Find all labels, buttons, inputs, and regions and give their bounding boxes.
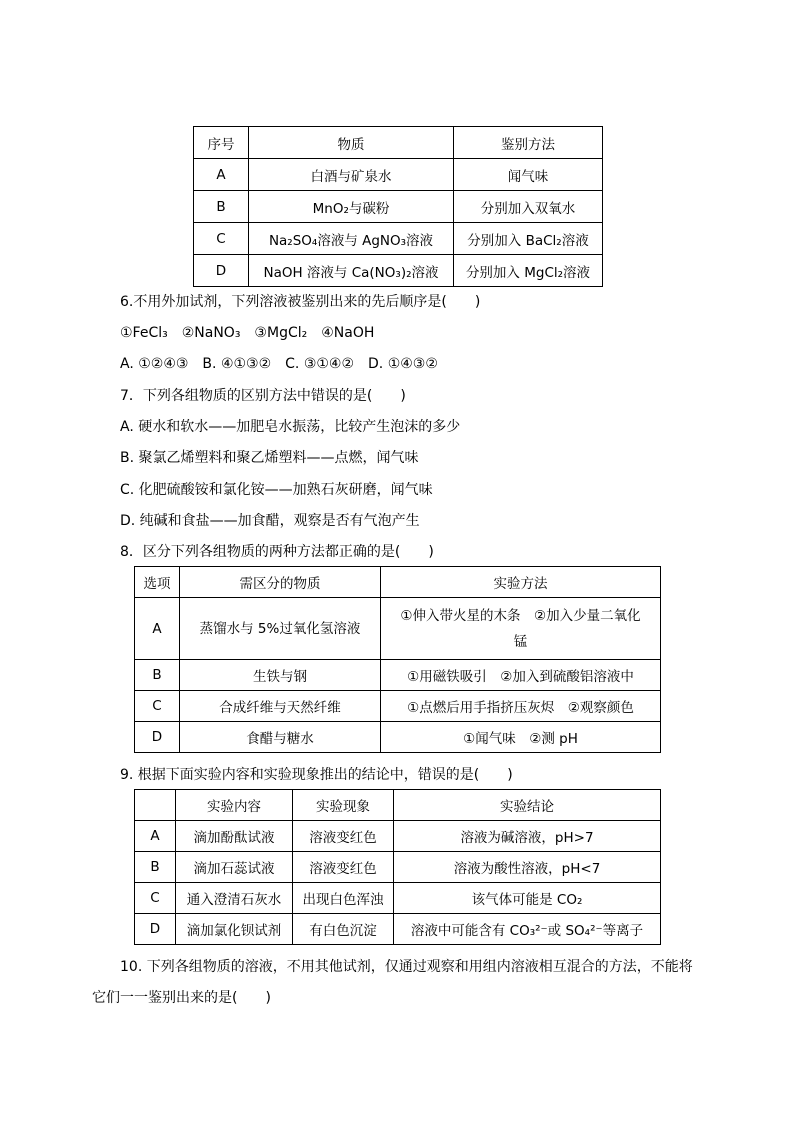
table-cell: 滴加酚酞试液 (176, 821, 293, 852)
table-cell: 合成纤维与天然纤维 (180, 691, 381, 722)
table-cell: Na₂SO₄溶液与 AgNO₃溶液 (249, 223, 454, 255)
question-6-items: ①FeCl₃ ②NaNO₃ ③MgCl₂ ④NaOH (120, 325, 375, 341)
table-cell: ①闻气味 ②测 pH (381, 722, 661, 753)
question-10-line-2: 它们一一鉴别出来的是( ) (92, 990, 271, 1006)
question-9-table (134, 789, 661, 945)
table-cell: B (135, 852, 176, 883)
table-cell: ①用磁铁吸引 ②加入到硫酸铝溶液中 (381, 660, 661, 691)
table-cell: MnO₂与碳粉 (249, 191, 454, 223)
header-cell (135, 790, 176, 821)
table-cell: 溶液变红色 (293, 852, 394, 883)
method-line: 锰 (513, 633, 528, 650)
table-cell: A (194, 159, 249, 191)
table-cell: 溶液中可能含有 CO₃²⁻或 SO₄²⁻等离子 (394, 914, 661, 945)
question-7-option-b: B. 聚氯乙烯塑料和聚乙烯塑料——点燃，闻气味 (120, 450, 419, 466)
method-line: ①伸入带火星的木条 ②加入少量二氧化 (400, 607, 641, 624)
header-cell: 实验方法 (381, 567, 661, 598)
table-cell: 闻气味 (454, 159, 603, 191)
table-row (194, 159, 603, 191)
header-cell: 选项 (135, 567, 180, 598)
table-row (135, 914, 661, 945)
table-cell: 分别加入双氧水 (454, 191, 603, 223)
table-cell: NaOH 溶液与 Ca(NO₃)₂溶液 (249, 255, 454, 287)
table-cell: 生铁与钢 (180, 660, 381, 691)
table-row (135, 660, 661, 691)
table-cell: ①点燃后用手指挤压灰烬 ②观察颜色 (381, 691, 661, 722)
table-row (194, 255, 603, 287)
table-row (135, 852, 661, 883)
table-row (194, 223, 603, 255)
table-cell: 滴加石蕊试液 (176, 852, 293, 883)
table-cell: 溶液为酸性溶液，pH<7 (394, 852, 661, 883)
question-9-stem: 9. 根据下面实验内容和实验现象推出的结论中，错误的是( ) (120, 767, 513, 783)
table-cell: B (135, 660, 180, 691)
table-cell: 分别加入 MgCl₂溶液 (454, 255, 603, 287)
table-header-row (194, 127, 603, 159)
header-cell: 实验现象 (293, 790, 394, 821)
table-cell: 溶液变红色 (293, 821, 394, 852)
table-cell: 出现白色浑浊 (293, 883, 394, 914)
table-cell: 分别加入 BaCl₂溶液 (454, 223, 603, 255)
table-cell (381, 598, 661, 660)
question-8-table (134, 566, 661, 753)
table-cell: 白酒与矿泉水 (249, 159, 454, 191)
table-cell: A (135, 598, 180, 660)
table-row (135, 722, 661, 753)
question-6-options: A. ①②④③ B. ④①③② C. ③①④② D. ①④③② (120, 356, 438, 372)
question-10-line-1: 10. 下列各组物质的溶液，不用其他试剂，仅通过观察和用组内溶液相互混合的方法，不能将 (120, 959, 693, 975)
table-cell: 蒸馏水与 5%过氧化氢溶液 (180, 598, 381, 660)
question-7-option-c: C. 化肥硫酸铵和氯化铵——加熟石灰研磨，闻气味 (120, 482, 433, 498)
identification-table-1 (193, 126, 603, 287)
table-header-row (135, 790, 661, 821)
table-cell: C (135, 691, 180, 722)
table-row (135, 821, 661, 852)
table-cell: C (135, 883, 176, 914)
question-7-option-a: A. 硬水和软水——加肥皂水振荡，比较产生泡沫的多少 (120, 419, 461, 435)
header-cell: 物质 (249, 127, 454, 159)
question-8-stem: 8．区分下列各组物质的两种方法都正确的是( ) (120, 544, 434, 560)
table-cell: 滴加氯化钡试剂 (176, 914, 293, 945)
table-cell: D (135, 914, 176, 945)
table-header-row (135, 567, 661, 598)
table-row (194, 191, 603, 223)
header-cell: 鉴别方法 (454, 127, 603, 159)
header-cell: 实验内容 (176, 790, 293, 821)
table-cell: B (194, 191, 249, 223)
header-cell: 序号 (194, 127, 249, 159)
table-cell: A (135, 821, 176, 852)
table-row (135, 691, 661, 722)
table-row (135, 883, 661, 914)
table-cell: 通入澄清石灰水 (176, 883, 293, 914)
question-7-stem: 7．下列各组物质的区别方法中错误的是( ) (120, 388, 406, 404)
table-cell: 食醋与糖水 (180, 722, 381, 753)
table-cell: 溶液为碱溶液，pH>7 (394, 821, 661, 852)
table-cell: D (135, 722, 180, 753)
question-7-option-d: D. 纯碱和食盐——加食醋，观察是否有气泡产生 (120, 513, 420, 529)
header-cell: 需区分的物质 (180, 567, 381, 598)
header-cell: 实验结论 (394, 790, 661, 821)
table-cell: D (194, 255, 249, 287)
question-6-stem: 6.不用外加试剂，下列溶液被鉴别出来的先后顺序是( ) (120, 294, 481, 310)
table-cell: 该气体可能是 CO₂ (394, 883, 661, 914)
table-cell: C (194, 223, 249, 255)
table-row (135, 598, 661, 660)
table-cell: 有白色沉淀 (293, 914, 394, 945)
